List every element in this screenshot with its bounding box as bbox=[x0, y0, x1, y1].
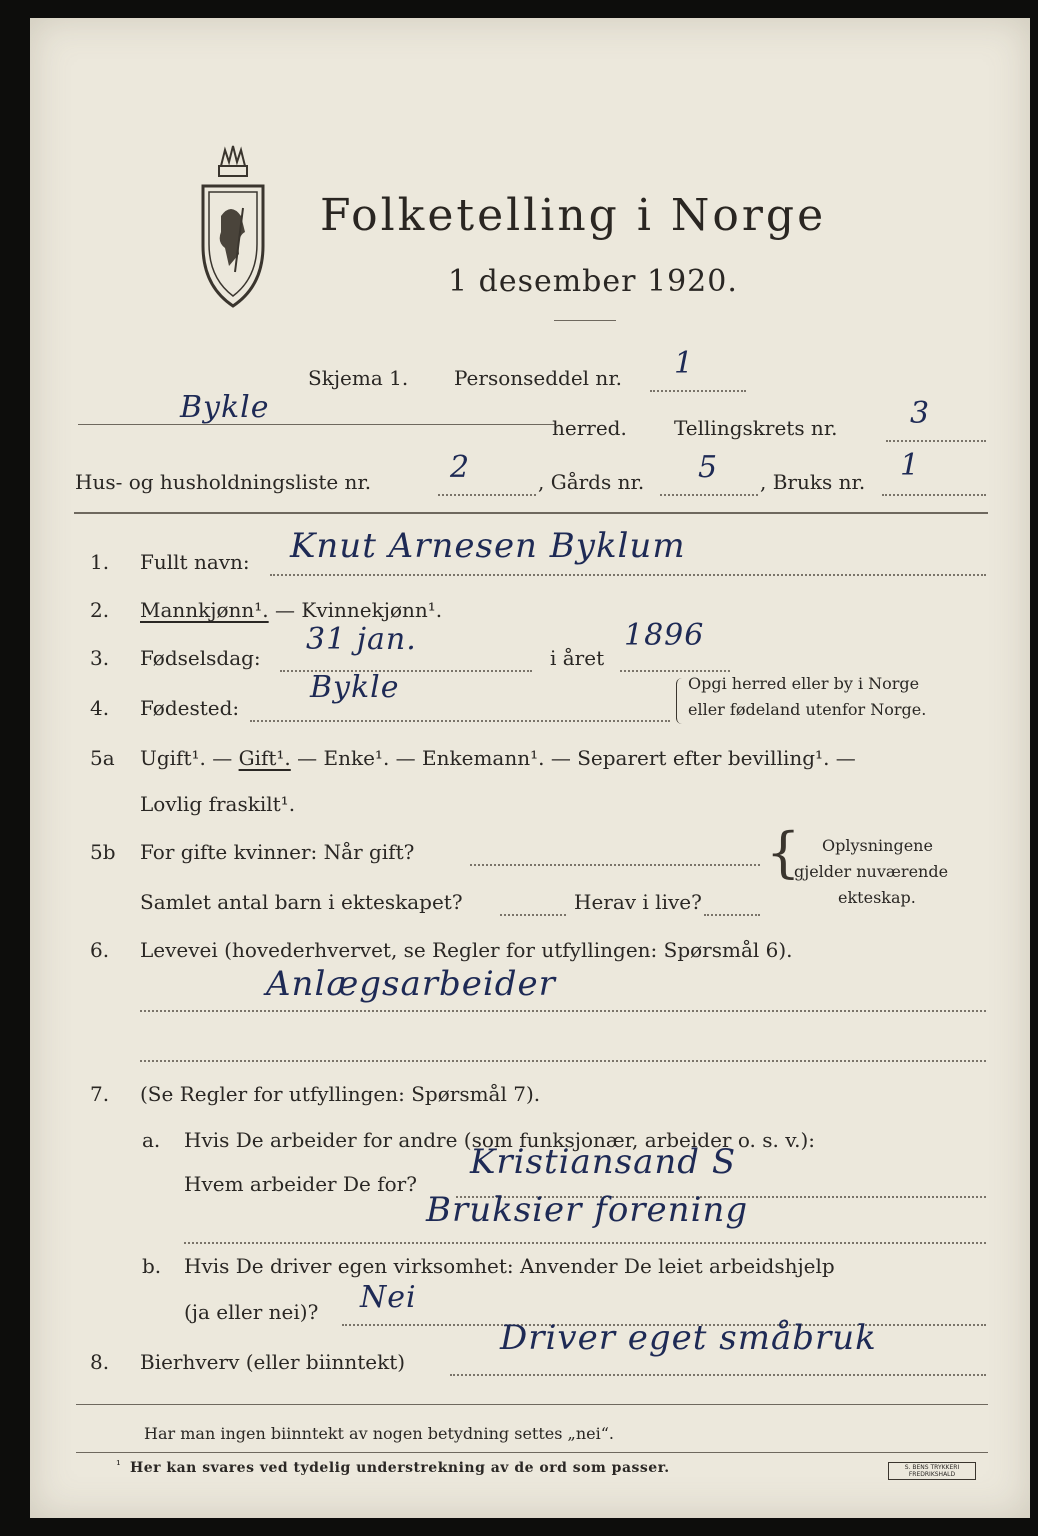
q5b-married-line bbox=[470, 864, 760, 866]
ugift-separator: — bbox=[205, 746, 239, 770]
husholdning-label: Hus- og husholdningsliste nr. bbox=[75, 470, 372, 494]
footnote-marker: ¹ bbox=[116, 1458, 121, 1472]
footnote-divider bbox=[76, 1452, 988, 1453]
footnote-text: Her kan svares ved tydelig understrekning av de ord som passer. bbox=[130, 1460, 670, 1476]
husholdning-value[interactable]: 2 bbox=[450, 450, 471, 485]
q8-value[interactable]: Driver eget småbruk bbox=[500, 1318, 877, 1358]
q3-year-label: i året bbox=[550, 646, 605, 670]
q2-number: 2. bbox=[90, 598, 110, 622]
q3-year-value[interactable]: 1896 bbox=[624, 618, 705, 653]
q4-note-line-2: eller fødeland utenfor Norge. bbox=[688, 700, 927, 719]
ugift-option[interactable]: Ugift¹. bbox=[140, 746, 206, 770]
bruks-line bbox=[882, 494, 986, 496]
bruks-value[interactable]: 1 bbox=[900, 448, 921, 483]
gards-line bbox=[660, 494, 758, 496]
gender-separator: — bbox=[268, 598, 302, 622]
q6-value[interactable]: Anlægsarbeider bbox=[266, 964, 556, 1004]
footer-note: Har man ingen biinntekt av nogen betydning settes „nei“. bbox=[144, 1424, 614, 1443]
q7a-line-2 bbox=[184, 1242, 986, 1244]
q7b-number: b. bbox=[142, 1254, 162, 1278]
male-option[interactable]: Mannkjønn¹. bbox=[140, 598, 269, 622]
census-form bbox=[30, 18, 1030, 1518]
q5b-note-1: Oplysningene bbox=[822, 836, 933, 855]
q1-name-value[interactable]: Knut Arnesen Byklum bbox=[290, 526, 686, 566]
coat-of-arms-icon bbox=[195, 136, 271, 312]
form-date: 1 desember 1920. bbox=[448, 264, 738, 299]
q5b-note-3: ekteskap. bbox=[838, 888, 916, 907]
bruks-label: , Bruks nr. bbox=[760, 470, 866, 494]
q6-label: Levevei (hovederhvervet, se Regler for utfyllingen: Spørsmål 6). bbox=[140, 938, 793, 962]
q7b-value[interactable]: Nei bbox=[360, 1280, 417, 1315]
printer-stamp: S. BENS TRYKKERI FREDRIKSHALD bbox=[888, 1462, 976, 1480]
tellingskrets-label: Tellingskrets nr. bbox=[674, 416, 838, 440]
q5b-label-married: For gifte kvinner: Når gift? bbox=[140, 840, 415, 864]
footer-divider bbox=[76, 1404, 988, 1405]
q5a-line-2[interactable]: Lovlig fraskilt¹. bbox=[140, 792, 296, 816]
q7b-label: (ja eller nei)? bbox=[184, 1300, 319, 1324]
q7-number: 7. bbox=[90, 1082, 110, 1106]
q7a-number: a. bbox=[142, 1128, 161, 1152]
gift-option[interactable]: Gift¹. bbox=[238, 746, 291, 770]
q4-note-line-1: Opgi herred eller by i Norge bbox=[688, 674, 920, 693]
q5a-other-options[interactable]: — Enke¹. — Enkemann¹. — Separert efter bevilling¹. — bbox=[290, 746, 856, 770]
q4-value[interactable]: Bykle bbox=[310, 670, 400, 705]
q1-line bbox=[270, 574, 986, 576]
skjema-label: Skjema 1. bbox=[308, 366, 409, 390]
q7-label: (Se Regler for utfyllingen: Spørsmål 7). bbox=[140, 1082, 541, 1106]
title-divider bbox=[554, 320, 616, 321]
q5a-options bbox=[140, 746, 856, 770]
q4-line bbox=[250, 720, 670, 722]
female-option[interactable]: Kvinnekjønn¹. bbox=[301, 598, 443, 622]
q3-date-value[interactable]: 31 jan. bbox=[306, 622, 417, 657]
tellingskrets-line bbox=[886, 440, 986, 442]
q1-label: Fullt navn: bbox=[140, 550, 250, 574]
q7a-label: Hvem arbeider De for? bbox=[184, 1172, 417, 1196]
q5b-number: 5b bbox=[90, 840, 116, 864]
personseddel-label: Personseddel nr. bbox=[454, 366, 623, 390]
personseddel-value[interactable]: 1 bbox=[674, 346, 695, 381]
q6-number: 6. bbox=[90, 938, 110, 962]
q6-line-1 bbox=[140, 1010, 986, 1012]
gards-label: , Gårds nr. bbox=[538, 470, 645, 494]
q2-options bbox=[140, 598, 442, 622]
personseddel-line bbox=[650, 390, 746, 392]
q5a-number: 5a bbox=[90, 746, 115, 770]
tellingskrets-value[interactable]: 3 bbox=[910, 396, 931, 431]
q7a-text: Hvis De arbeider for andre (som funksjonær, arbeider o. s. v.): bbox=[184, 1128, 816, 1152]
herred-line bbox=[78, 424, 556, 425]
q4-label: Fødested: bbox=[140, 696, 240, 720]
q7a-value-1[interactable]: Kristiansand S bbox=[470, 1142, 737, 1182]
q8-label: Bierhverv (eller biinntekt) bbox=[140, 1350, 406, 1374]
header-divider bbox=[74, 512, 988, 514]
q1-number: 1. bbox=[90, 550, 110, 574]
gards-value[interactable]: 5 bbox=[698, 450, 719, 485]
q4-note-bracket bbox=[676, 678, 683, 724]
q7a-value-2[interactable]: Bruksier forening bbox=[426, 1190, 749, 1230]
herred-label: herred. bbox=[552, 416, 627, 440]
q3-label: Fødselsdag: bbox=[140, 646, 261, 670]
q5b-alive-line bbox=[704, 914, 760, 916]
q3-number: 3. bbox=[90, 646, 110, 670]
q7b-text: Hvis De driver egen virksomhet: Anvender De leiet arbeidshjelp bbox=[184, 1254, 835, 1278]
q5b-children-line bbox=[500, 914, 566, 916]
herred-value[interactable]: Bykle bbox=[180, 390, 270, 425]
husholdning-line bbox=[438, 494, 536, 496]
form-title: Folketelling i Norge bbox=[320, 190, 827, 241]
q8-number: 8. bbox=[90, 1350, 110, 1374]
q5b-label-children: Samlet antal barn i ekteskapet? bbox=[140, 890, 463, 914]
q4-number: 4. bbox=[90, 696, 110, 720]
q5b-label-alive: Herav i live? bbox=[574, 890, 702, 914]
q6-line-2 bbox=[140, 1060, 986, 1062]
q5b-note-2: gjelder nuværende bbox=[794, 862, 949, 881]
q5b-brace: { bbox=[766, 821, 801, 884]
q8-line bbox=[450, 1374, 986, 1376]
